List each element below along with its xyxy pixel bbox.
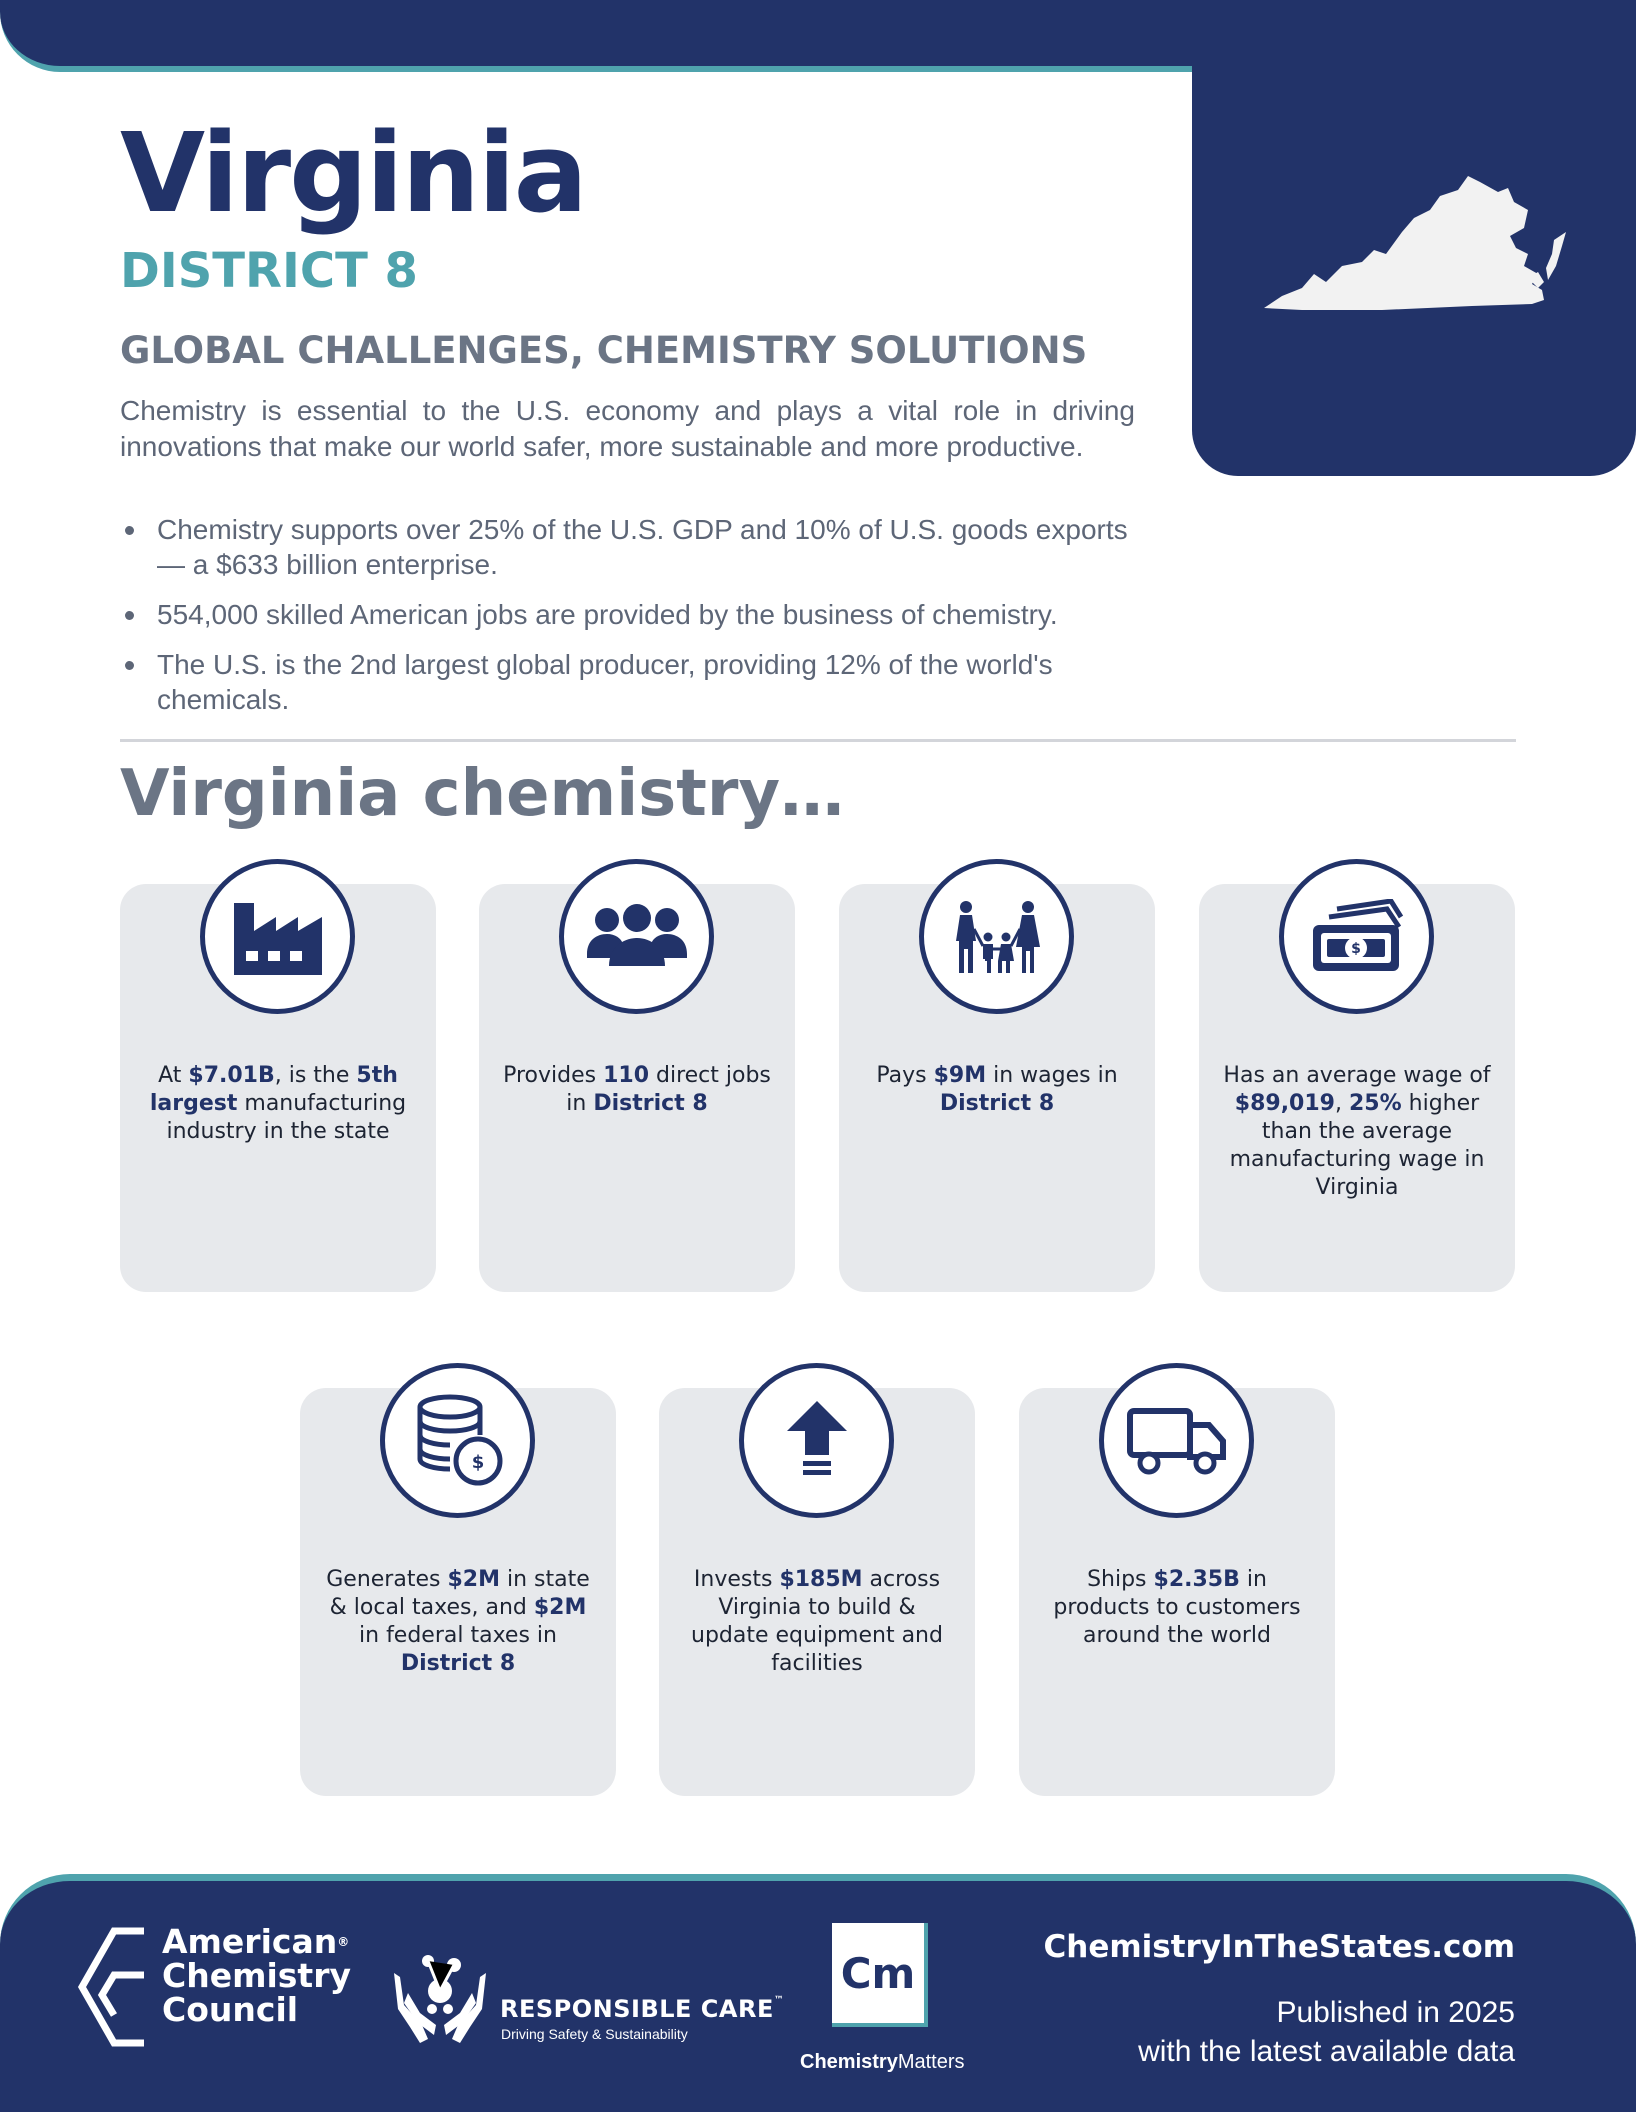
stat-card-investment (659, 1388, 975, 1796)
icon-circle (380, 1363, 535, 1518)
intro-heading: GLOBAL CHALLENGES, CHEMISTRY SOLUTIONS (120, 329, 1088, 372)
people-group-icon (585, 902, 689, 972)
acc-line-3: Council (162, 1990, 299, 2029)
state-title: Virginia (120, 109, 586, 237)
section-title: Virginia chemistry… (120, 757, 845, 831)
stat-card-shipments (1019, 1388, 1335, 1796)
money-icon (1307, 899, 1407, 975)
upload-arrow-icon (785, 1399, 849, 1483)
icon-circle (919, 859, 1074, 1014)
coin-stack-icon (410, 1393, 506, 1489)
stat-text: Generates $2M in state & local taxes, and $2M in federal taxes in District 8 (326, 1567, 590, 1676)
icon-circle (559, 859, 714, 1014)
stat-text: Provides 110 direct jobs in District 8 (503, 1063, 771, 1116)
stat-card-industry-rank (120, 884, 436, 1292)
icon-circle (200, 859, 355, 1014)
icon-circle (1099, 1363, 1254, 1518)
intro-paragraph: Chemistry is essential to the U.S. economy and plays a vital role in driving innovations that make our world safer, more sustainable and more productive. (120, 395, 1135, 462)
stat-card-average-wage (1199, 884, 1515, 1292)
section-divider (120, 739, 1516, 742)
district-title: DISTRICT 8 (120, 243, 418, 299)
chemistry-matters-logo: Cm (832, 1923, 928, 2027)
virginia-map-icon (1262, 170, 1582, 320)
icon-circle (739, 1363, 894, 1518)
truck-icon (1125, 1405, 1229, 1477)
stat-card-direct-jobs (479, 884, 795, 1292)
website-link[interactable]: ChemistryInTheStates.com (1043, 1929, 1515, 1965)
stat-card-taxes (300, 1388, 616, 1796)
acc-line-1: American (162, 1922, 338, 1961)
acc-line-2: Chemistry (162, 1956, 351, 1995)
responsible-care-title: RESPONSIBLE CARE™ (500, 1995, 785, 2023)
bullet-item: 554,000 skilled American jobs are provided by the business of chemistry. (120, 597, 1135, 632)
svg-text:$: $ (471, 1451, 484, 1473)
chemistry-matters-caption: ChemistryMatters (800, 2051, 965, 2073)
stat-text: At $7.01B, is the 5th largest manufacturing industry in the state (149, 1063, 407, 1144)
stat-text: Pays $9M in wages in District 8 (876, 1063, 1118, 1116)
acc-logo-text: American® Chemistry Council (162, 1922, 351, 2029)
footer (0, 1874, 1636, 2112)
family-icon (952, 899, 1042, 975)
state-map-panel (1192, 0, 1636, 476)
stat-text: Ships $2.35B in products to customers around the world (1053, 1567, 1301, 1648)
bullet-item: The U.S. is the 2nd largest global producer, providing 12% of the world's chemicals. (120, 647, 1135, 717)
bullet-item: Chemistry supports over 25% of the U.S. GDP and 10% of U.S. goods exports — a $633 billion enterprise. (120, 512, 1135, 582)
responsible-care-tagline: Driving Safety & Sustainability (501, 2026, 688, 2042)
intro-bullet-list (120, 512, 1135, 732)
icon-circle (1279, 859, 1434, 1014)
stat-text: Has an average wage of $89,019, 25% higher than the average manufacturing wage in Virginia (1223, 1063, 1491, 1200)
stat-text: Invests $185M across Virginia to build & update equipment and facilities (691, 1567, 943, 1676)
responsible-care-hands-icon (390, 1943, 490, 2053)
stat-card-wages (839, 884, 1155, 1292)
svg-text:$: $ (1350, 940, 1361, 957)
publication-note: Published in 2025 with the latest available data (1138, 1996, 1515, 2068)
factory-icon (230, 897, 326, 977)
